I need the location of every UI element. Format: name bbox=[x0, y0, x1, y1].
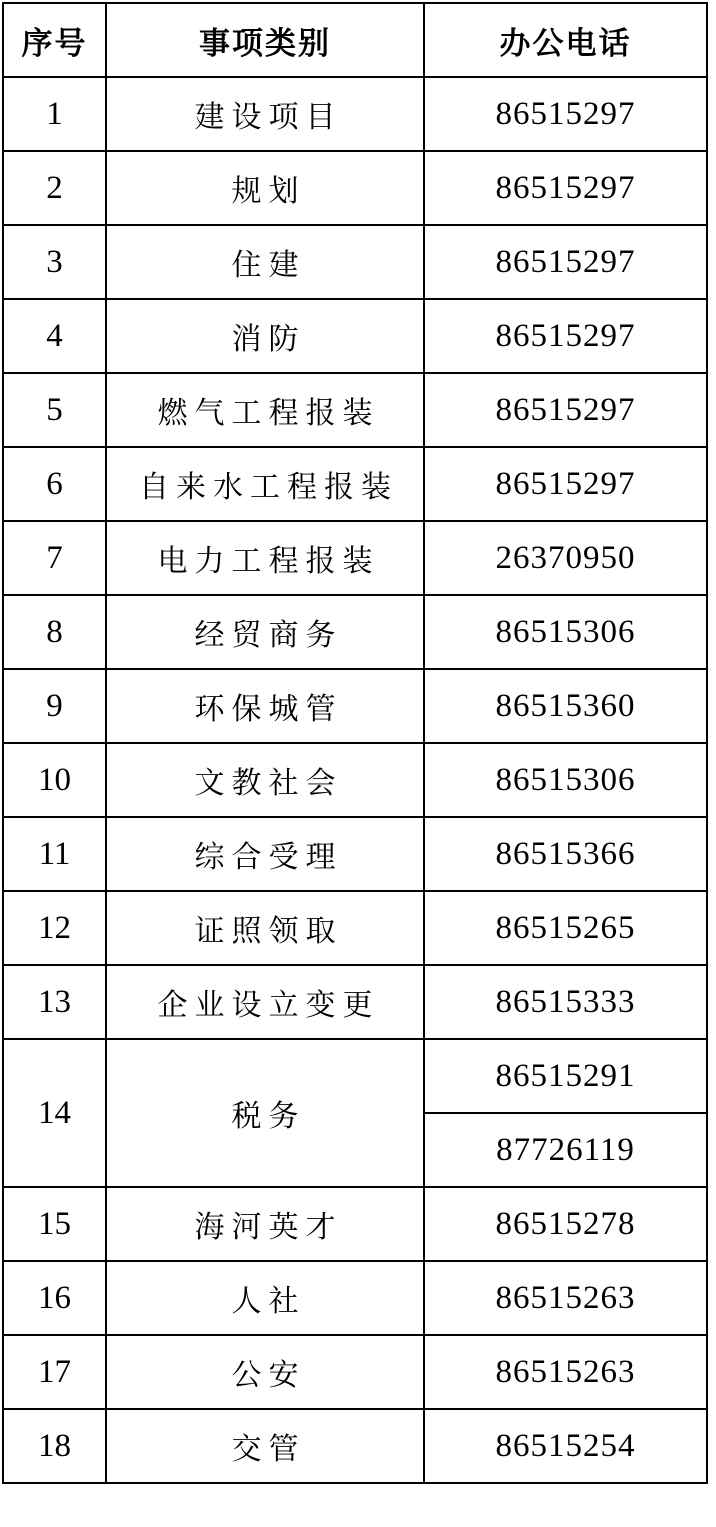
row-category: 消防 bbox=[106, 299, 424, 373]
row-category: 综合受理 bbox=[106, 817, 424, 891]
row-phone-primary: 86515291 bbox=[424, 1039, 707, 1113]
row-number: 13 bbox=[3, 965, 106, 1039]
row-number: 7 bbox=[3, 521, 106, 595]
row-phone: 86515297 bbox=[424, 373, 707, 447]
row-number: 14 bbox=[3, 1039, 106, 1187]
row-phone: 86515360 bbox=[424, 669, 707, 743]
row-number: 2 bbox=[3, 151, 106, 225]
row-phone: 86515263 bbox=[424, 1335, 707, 1409]
row-number: 15 bbox=[3, 1187, 106, 1261]
row-category: 交管 bbox=[106, 1409, 424, 1483]
row-category: 环保城管 bbox=[106, 669, 424, 743]
table-row bbox=[3, 299, 707, 373]
row-number: 6 bbox=[3, 447, 106, 521]
table-row bbox=[3, 151, 707, 225]
row-phone: 86515297 bbox=[424, 225, 707, 299]
row-category: 人社 bbox=[106, 1261, 424, 1335]
row-phone: 86515265 bbox=[424, 891, 707, 965]
row-number: 5 bbox=[3, 373, 106, 447]
row-category: 文教社会 bbox=[106, 743, 424, 817]
row-number: 8 bbox=[3, 595, 106, 669]
row-number: 4 bbox=[3, 299, 106, 373]
table-row bbox=[3, 77, 707, 151]
row-phone: 86515306 bbox=[424, 743, 707, 817]
column-header-phone: 办公电话 bbox=[424, 3, 707, 77]
row-category: 税务 bbox=[106, 1039, 424, 1187]
header-row bbox=[3, 3, 707, 77]
table-row bbox=[3, 447, 707, 521]
table-row bbox=[3, 1335, 707, 1409]
table-row bbox=[3, 891, 707, 965]
row-phone: 86515278 bbox=[424, 1187, 707, 1261]
row-number: 10 bbox=[3, 743, 106, 817]
table-row bbox=[3, 1187, 707, 1261]
table-row bbox=[3, 1261, 707, 1335]
row-number: 16 bbox=[3, 1261, 106, 1335]
row-phone: 86515254 bbox=[424, 1409, 707, 1483]
table-row bbox=[3, 1409, 707, 1483]
row-category: 企业设立变更 bbox=[106, 965, 424, 1039]
table-row bbox=[3, 595, 707, 669]
row-phone: 86515366 bbox=[424, 817, 707, 891]
row-number: 18 bbox=[3, 1409, 106, 1483]
row-phone: 86515263 bbox=[424, 1261, 707, 1335]
table-row bbox=[3, 225, 707, 299]
row-number: 17 bbox=[3, 1335, 106, 1409]
row-phone-secondary: 87726119 bbox=[424, 1113, 707, 1187]
column-header-no: 序号 bbox=[3, 3, 106, 77]
column-header-category: 事项类别 bbox=[106, 3, 424, 77]
row-number: 3 bbox=[3, 225, 106, 299]
row-category: 海河英才 bbox=[106, 1187, 424, 1261]
row-category: 证照领取 bbox=[106, 891, 424, 965]
row-number: 11 bbox=[3, 817, 106, 891]
row-category: 公安 bbox=[106, 1335, 424, 1409]
row-number: 12 bbox=[3, 891, 106, 965]
row-number: 1 bbox=[3, 77, 106, 151]
row-category: 规划 bbox=[106, 151, 424, 225]
table-row-merged-top bbox=[3, 1039, 707, 1113]
row-phone: 86515297 bbox=[424, 151, 707, 225]
row-category: 建设项目 bbox=[106, 77, 424, 151]
row-phone: 86515333 bbox=[424, 965, 707, 1039]
table-row bbox=[3, 521, 707, 595]
table-row bbox=[3, 743, 707, 817]
row-category: 电力工程报装 bbox=[106, 521, 424, 595]
row-phone: 86515297 bbox=[424, 299, 707, 373]
row-category: 经贸商务 bbox=[106, 595, 424, 669]
row-category: 燃气工程报装 bbox=[106, 373, 424, 447]
table-row bbox=[3, 965, 707, 1039]
row-category: 住建 bbox=[106, 225, 424, 299]
row-phone: 86515306 bbox=[424, 595, 707, 669]
row-phone: 86515297 bbox=[424, 447, 707, 521]
table-row bbox=[3, 817, 707, 891]
row-category: 自来水工程报装 bbox=[106, 447, 424, 521]
row-phone: 26370950 bbox=[424, 521, 707, 595]
row-number: 9 bbox=[3, 669, 106, 743]
table-row bbox=[3, 373, 707, 447]
row-phone: 86515297 bbox=[424, 77, 707, 151]
phone-directory-table bbox=[2, 2, 708, 1484]
table-row bbox=[3, 669, 707, 743]
